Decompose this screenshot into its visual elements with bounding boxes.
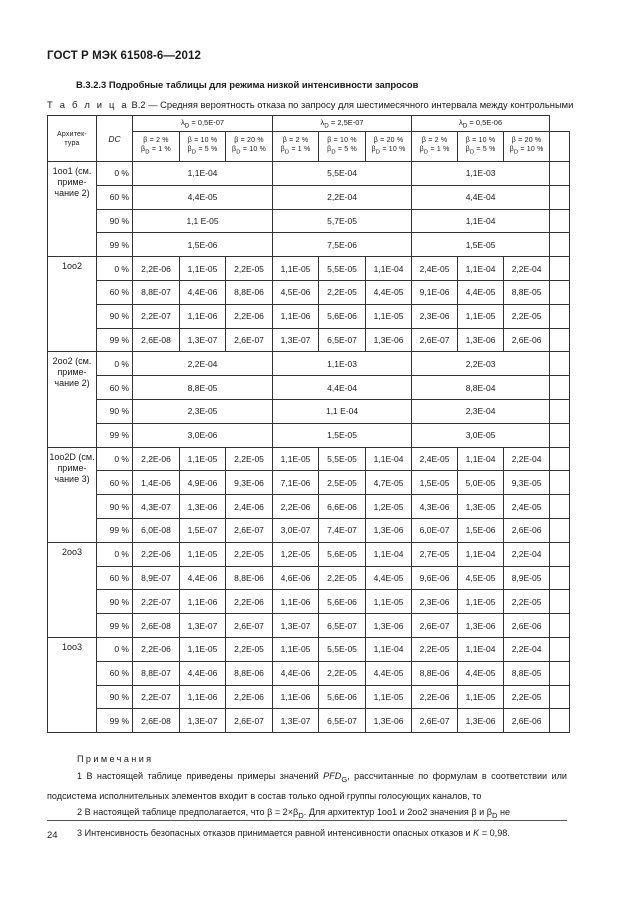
value-cell: 4,4E-05 <box>366 280 412 304</box>
value-cell: 2,2E-06 <box>133 637 180 661</box>
value-cell: 4,5E-05 <box>458 566 504 590</box>
dc-cell: 60 % <box>97 376 133 400</box>
table-overflow-column <box>550 447 570 471</box>
table-row <box>48 590 570 614</box>
value-cell: 1,1E-05 <box>458 590 504 614</box>
value-cell: 2,6E-07 <box>412 709 458 733</box>
value-cell: 1,5E-06 <box>458 518 504 542</box>
table-row <box>48 471 570 495</box>
table-overflow-column <box>550 116 570 132</box>
value-cell: 1,1E-04 <box>133 162 273 186</box>
table-row <box>48 447 570 471</box>
value-cell: 1,1E-04 <box>366 637 412 661</box>
value-cell: 4,4E-05 <box>133 185 273 209</box>
value-cell: 2,7E-05 <box>412 542 458 566</box>
value-cell: 2,6E-06 <box>504 614 550 638</box>
col-header-architecture: Архитек- тура <box>48 116 97 162</box>
value-cell: 4,4E-06 <box>180 566 226 590</box>
value-cell: 1,4E-06 <box>133 471 180 495</box>
value-cell: 1,1E-04 <box>458 542 504 566</box>
table-row <box>48 566 570 590</box>
architecture-cell: 1oo1 (см. приме-чание 2) <box>48 162 97 257</box>
value-cell: 2,6E-07 <box>412 328 458 352</box>
value-cell: 7,1E-06 <box>273 471 319 495</box>
value-cell: 1,3E-07 <box>180 709 226 733</box>
dc-cell: 0 % <box>97 257 133 281</box>
table-row <box>48 399 570 423</box>
table-row <box>48 495 570 519</box>
value-cell: 4,4E-05 <box>458 280 504 304</box>
value-cell: 6,6E-06 <box>319 495 366 519</box>
table-overflow-column <box>550 233 570 257</box>
table-overflow-column <box>550 471 570 495</box>
dc-cell: 99 % <box>97 518 133 542</box>
value-cell: 1,1E-05 <box>273 257 319 281</box>
value-cell: 1,5E-07 <box>180 518 226 542</box>
value-cell: 8,9E-05 <box>504 566 550 590</box>
value-cell: 1,3E-06 <box>366 709 412 733</box>
value-cell: 1,5E-05 <box>412 233 550 257</box>
table-overflow-column <box>550 132 570 162</box>
value-cell: 3,0E-07 <box>273 518 319 542</box>
value-cell: 2,2E-06 <box>226 685 273 709</box>
value-cell: 2,2E-04 <box>504 447 550 471</box>
value-cell: 4,4E-06 <box>180 661 226 685</box>
value-cell: 4,4E-06 <box>180 280 226 304</box>
col-header-beta-2: β = 10 % $\beta_D = 5$ % <box>180 132 226 162</box>
col-header-beta-4: β = 2 % $\beta_D = 1$ % <box>273 132 319 162</box>
value-cell: 8,8E-05 <box>133 376 273 400</box>
value-cell: 1,3E-07 <box>180 614 226 638</box>
value-cell: 1,1E-04 <box>366 542 412 566</box>
value-cell: 4,3E-07 <box>133 495 180 519</box>
value-cell: 2,2E-06 <box>226 590 273 614</box>
table-row <box>48 709 570 733</box>
value-cell: 4,7E-05 <box>366 471 412 495</box>
value-cell: 1,1E-05 <box>180 637 226 661</box>
value-cell: 2,2E-05 <box>319 280 366 304</box>
value-cell: 2,2E-06 <box>273 495 319 519</box>
value-cell: 9,1E-06 <box>412 280 458 304</box>
value-cell: 4,4E-04 <box>412 185 550 209</box>
value-cell: 1,1E-05 <box>458 685 504 709</box>
table-overflow-column <box>550 637 570 661</box>
value-cell: 1,3E-06 <box>366 328 412 352</box>
value-cell: 2,2E-06 <box>133 257 180 281</box>
value-cell: 4,3E-06 <box>412 495 458 519</box>
dc-cell: 60 % <box>97 185 133 209</box>
value-cell: 5,6E-05 <box>319 542 366 566</box>
value-cell: 1,3E-07 <box>180 328 226 352</box>
table-overflow-column <box>550 495 570 519</box>
col-header-beta-1: β = 2 % $\beta_D = 1$ % <box>133 132 180 162</box>
architecture-cell: 1oo2D (см. приме-чание 3) <box>48 447 97 542</box>
value-cell: 1,5E-06 <box>133 233 273 257</box>
value-cell: 2,2E-04 <box>504 637 550 661</box>
value-cell: 1,3E-06 <box>366 614 412 638</box>
notes-block <box>47 751 567 841</box>
table-row <box>48 209 570 233</box>
value-cell: 1,3E-07 <box>273 328 319 352</box>
value-cell: 8,8E-06 <box>226 661 273 685</box>
table-row <box>48 637 570 661</box>
value-cell: 1,3E-06 <box>458 328 504 352</box>
value-cell: 8,8E-05 <box>504 661 550 685</box>
table-row <box>48 185 570 209</box>
table-overflow-column <box>550 518 570 542</box>
table-overflow-column <box>550 352 570 376</box>
value-cell: 6,5E-07 <box>319 709 366 733</box>
value-cell: 6,0E-08 <box>133 518 180 542</box>
value-cell: 1,1E-05 <box>273 637 319 661</box>
value-cell: 1,1E-06 <box>273 685 319 709</box>
value-cell: 2,6E-06 <box>504 328 550 352</box>
value-cell: 2,2E-07 <box>133 590 180 614</box>
architecture-cell: 1oo3 <box>48 637 97 732</box>
dc-cell: 90 % <box>97 590 133 614</box>
value-cell: 4,4E-04 <box>273 376 412 400</box>
value-cell: 8,8E-05 <box>504 280 550 304</box>
dc-cell: 99 % <box>97 709 133 733</box>
table-row <box>48 685 570 709</box>
value-cell: 2,2E-05 <box>319 566 366 590</box>
dc-cell: 90 % <box>97 399 133 423</box>
value-cell: 2,6E-08 <box>133 614 180 638</box>
architecture-cell: 2oo3 <box>48 542 97 637</box>
value-cell: 2,4E-06 <box>226 495 273 519</box>
table-overflow-column <box>550 257 570 281</box>
table-row <box>48 376 570 400</box>
value-cell: 1,1E-06 <box>273 304 319 328</box>
value-cell: 2,2E-06 <box>226 304 273 328</box>
value-cell: 1,2E-05 <box>366 495 412 519</box>
value-cell: 1,1 E-05 <box>133 209 273 233</box>
value-cell: 4,4E-05 <box>366 661 412 685</box>
value-cell: 2,2E-05 <box>226 257 273 281</box>
value-cell: 1,3E-06 <box>366 518 412 542</box>
dc-cell: 99 % <box>97 614 133 638</box>
table-row <box>48 257 570 281</box>
col-header-beta-6: β = 20 % $\beta_D = 10$ % <box>366 132 412 162</box>
table-overflow-column <box>550 709 570 733</box>
table-row <box>48 352 570 376</box>
value-cell: 2,5E-05 <box>319 471 366 495</box>
col-header-beta-3: β = 20 % $\beta_D = 10$ % <box>226 132 273 162</box>
dc-cell: 90 % <box>97 495 133 519</box>
value-cell: 2,6E-06 <box>504 709 550 733</box>
col-header-beta-8: β = 10 % $\beta_D = 5$ % <box>458 132 504 162</box>
value-cell: 1,5E-05 <box>412 471 458 495</box>
value-cell: 1,1E-04 <box>412 209 550 233</box>
value-cell: 1,1E-05 <box>180 542 226 566</box>
table-row <box>48 614 570 638</box>
value-cell: 1,1E-05 <box>366 304 412 328</box>
table-row <box>48 542 570 566</box>
value-cell: 1,1E-04 <box>458 257 504 281</box>
table-overflow-column <box>550 162 570 186</box>
value-cell: 2,4E-05 <box>412 447 458 471</box>
value-cell: 8,8E-07 <box>133 280 180 304</box>
dc-cell: 0 % <box>97 447 133 471</box>
table-overflow-column <box>550 328 570 352</box>
value-cell: 6,0E-07 <box>412 518 458 542</box>
table-overflow-column <box>550 185 570 209</box>
table-overflow-column <box>550 661 570 685</box>
table-overflow-column <box>550 399 570 423</box>
value-cell: 4,4E-05 <box>366 566 412 590</box>
col-header-dc: DC <box>97 116 133 162</box>
value-cell: 4,4E-06 <box>273 661 319 685</box>
value-cell: 3,0E-06 <box>133 423 273 447</box>
value-cell: 1,1E-05 <box>273 447 319 471</box>
caption-label: Т а б л и ц а <box>47 99 129 110</box>
value-cell: 1,1E-05 <box>366 590 412 614</box>
caption-number: В.2 <box>131 99 146 110</box>
value-cell: 1,1 E-04 <box>273 399 412 423</box>
value-cell: 2,6E-07 <box>226 709 273 733</box>
value-cell: 2,2E-06 <box>412 685 458 709</box>
value-cell: 7,5E-06 <box>273 233 412 257</box>
dc-cell: 99 % <box>97 423 133 447</box>
architecture-cell: 2oo2 (см. приме-чание 2) <box>48 352 97 447</box>
value-cell: 8,8E-04 <box>412 376 550 400</box>
dc-cell: 0 % <box>97 637 133 661</box>
dc-cell: 99 % <box>97 233 133 257</box>
value-cell: 2,2E-07 <box>133 304 180 328</box>
value-cell: 1,3E-06 <box>458 709 504 733</box>
table-caption <box>47 99 573 110</box>
value-cell: 6,5E-07 <box>319 328 366 352</box>
value-cell: 2,2E-05 <box>226 637 273 661</box>
value-cell: 5,5E-04 <box>273 162 412 186</box>
value-cell: 2,2E-04 <box>504 257 550 281</box>
value-cell: 6,5E-07 <box>319 614 366 638</box>
value-cell: 2,6E-08 <box>133 709 180 733</box>
value-cell: 2,2E-07 <box>133 685 180 709</box>
table-row <box>48 423 570 447</box>
value-cell: 5,5E-05 <box>319 257 366 281</box>
table-row <box>48 518 570 542</box>
architecture-cell: 1oo2 <box>48 257 97 352</box>
value-cell: 5,6E-06 <box>319 685 366 709</box>
value-cell: 2,2E-05 <box>504 685 550 709</box>
value-cell: 1,1E-04 <box>366 447 412 471</box>
dc-cell: 90 % <box>97 685 133 709</box>
value-cell: 4,9E-06 <box>180 471 226 495</box>
value-cell: 2,6E-07 <box>412 614 458 638</box>
value-cell: 8,8E-06 <box>226 566 273 590</box>
value-cell: 5,6E-06 <box>319 590 366 614</box>
value-cell: 2,3E-05 <box>133 399 273 423</box>
value-cell: 1,3E-06 <box>180 495 226 519</box>
value-cell: 8,8E-07 <box>133 661 180 685</box>
table-row <box>48 162 570 186</box>
document-header: ГОСТ Р МЭК 61508-6—2012 <box>47 50 201 62</box>
value-cell: 1,3E-07 <box>273 709 319 733</box>
caption-text: — Средняя вероятность отказа по запросу для шестимесячного интервала между контрольными <box>148 99 574 110</box>
value-cell: 2,2E-05 <box>504 590 550 614</box>
value-cell: 9,6E-06 <box>412 566 458 590</box>
dc-cell: 0 % <box>97 542 133 566</box>
dc-cell: 0 % <box>97 352 133 376</box>
value-cell: 3,0E-05 <box>412 423 550 447</box>
table-overflow-column <box>550 614 570 638</box>
value-cell: 5,6E-06 <box>319 304 366 328</box>
value-cell: 8,8E-06 <box>412 661 458 685</box>
results-table <box>47 115 570 733</box>
col-header-beta-9: β = 20 % $\beta_D = 10$ % <box>504 132 550 162</box>
table-overflow-column <box>550 542 570 566</box>
value-cell: 2,2E-05 <box>412 637 458 661</box>
value-cell: 1,1E-05 <box>180 447 226 471</box>
section-heading: B.3.2.3 Подробные таблицы для режима низкой интенсивности запросов <box>76 79 419 90</box>
value-cell: 1,1E-04 <box>366 257 412 281</box>
table-overflow-column <box>550 566 570 590</box>
table-row <box>48 328 570 352</box>
value-cell: 2,3E-04 <box>412 399 550 423</box>
dc-cell: 60 % <box>97 566 133 590</box>
value-cell: 2,6E-07 <box>226 518 273 542</box>
col-header-lambda-3: $\lambda_D = 0,5E-06$ <box>412 116 550 132</box>
value-cell: 7,4E-07 <box>319 518 366 542</box>
value-cell: 1,1E-06 <box>180 304 226 328</box>
table-row <box>48 661 570 685</box>
table-overflow-column <box>550 423 570 447</box>
table-overflow-column <box>550 376 570 400</box>
value-cell: 4,6E-06 <box>273 566 319 590</box>
value-cell: 5,7E-05 <box>273 209 412 233</box>
value-cell: 9,3E-05 <box>504 471 550 495</box>
value-cell: 4,4E-05 <box>458 661 504 685</box>
value-cell: 2,3E-06 <box>412 590 458 614</box>
col-header-lambda-1: $\lambda_D = 0,5E-07$ <box>133 116 273 132</box>
dc-cell: 90 % <box>97 209 133 233</box>
dc-cell: 99 % <box>97 328 133 352</box>
value-cell: 2,3E-06 <box>412 304 458 328</box>
value-cell: 2,2E-06 <box>133 447 180 471</box>
table-row <box>48 304 570 328</box>
value-cell: 2,2E-06 <box>133 542 180 566</box>
value-cell: 2,2E-05 <box>504 304 550 328</box>
notes-divider <box>47 820 567 821</box>
value-cell: 2,6E-07 <box>226 328 273 352</box>
table-row <box>48 280 570 304</box>
note-1: 1 В настоящей таблице приведены примеры значений $PFD_G$, рассчитанные по формулам в соответствии или подсистема исполнительных элементов входит в состав только одной группы голосующих каналов, то <box>47 770 568 801</box>
value-cell: 1,1E-06 <box>180 590 226 614</box>
value-cell: 1,3E-06 <box>458 614 504 638</box>
value-cell: 1,3E-05 <box>458 495 504 519</box>
note-2: 2 В настоящей таблице предполагается, что $\beta = 2\times\beta_D$. Для архитектур 1oo1 и 2oo2 значения β и $\beta_D$ не <box>77 807 511 821</box>
value-cell: 9,3E-06 <box>226 471 273 495</box>
value-cell: 8,9E-07 <box>133 566 180 590</box>
value-cell: 2,2E-05 <box>226 542 273 566</box>
value-cell: 5,5E-05 <box>319 637 366 661</box>
value-cell: 2,2E-03 <box>412 352 550 376</box>
dc-cell: 90 % <box>97 304 133 328</box>
table-overflow-column <box>550 280 570 304</box>
value-cell: 1,1E-06 <box>273 590 319 614</box>
note-3: 3 Интенсивность безопасных отказов принимается равной интенсивности опасных отказов и K = 0,98. <box>77 827 510 838</box>
value-cell: 1,5E-05 <box>273 423 412 447</box>
value-cell: 2,4E-05 <box>504 495 550 519</box>
col-header-beta-5: β = 10 % $\beta_D = 5$ % <box>319 132 366 162</box>
value-cell: 8,8E-06 <box>226 280 273 304</box>
value-cell: 1,2E-05 <box>273 542 319 566</box>
value-cell: 1,1E-05 <box>180 257 226 281</box>
value-cell: 1,1E-05 <box>366 685 412 709</box>
table-overflow-column <box>550 685 570 709</box>
value-cell: 1,1E-03 <box>273 352 412 376</box>
table-row <box>48 233 570 257</box>
value-cell: 2,6E-06 <box>504 518 550 542</box>
col-header-beta-7: β = 2 % $\beta_D = 1$ % <box>412 132 458 162</box>
value-cell: 1,1E-06 <box>180 685 226 709</box>
page-number: 24 <box>47 830 58 841</box>
value-cell: 5,0E-05 <box>458 471 504 495</box>
value-cell: 2,2E-04 <box>273 185 412 209</box>
value-cell: 1,3E-07 <box>273 614 319 638</box>
col-header-lambda-2: $\lambda_D = 2,5E-07$ <box>273 116 412 132</box>
notes-title: Примечания <box>77 754 154 764</box>
value-cell: 2,4E-05 <box>412 257 458 281</box>
value-cell: 4,5E-06 <box>273 280 319 304</box>
value-cell: 2,6E-08 <box>133 328 180 352</box>
dc-cell: 60 % <box>97 280 133 304</box>
dc-cell: 0 % <box>97 162 133 186</box>
table-overflow-column <box>550 304 570 328</box>
value-cell: 2,2E-04 <box>133 352 273 376</box>
value-cell: 2,2E-05 <box>226 447 273 471</box>
value-cell: 5,5E-05 <box>319 447 366 471</box>
dc-cell: 60 % <box>97 471 133 495</box>
value-cell: 1,1E-03 <box>412 162 550 186</box>
value-cell: 2,6E-07 <box>226 614 273 638</box>
value-cell: 1,1E-04 <box>458 447 504 471</box>
value-cell: 2,2E-04 <box>504 542 550 566</box>
value-cell: 1,1E-05 <box>458 304 504 328</box>
dc-cell: 60 % <box>97 661 133 685</box>
table-overflow-column <box>550 590 570 614</box>
value-cell: 1,1E-04 <box>458 637 504 661</box>
table-overflow-column <box>550 209 570 233</box>
value-cell: 2,2E-05 <box>319 661 366 685</box>
